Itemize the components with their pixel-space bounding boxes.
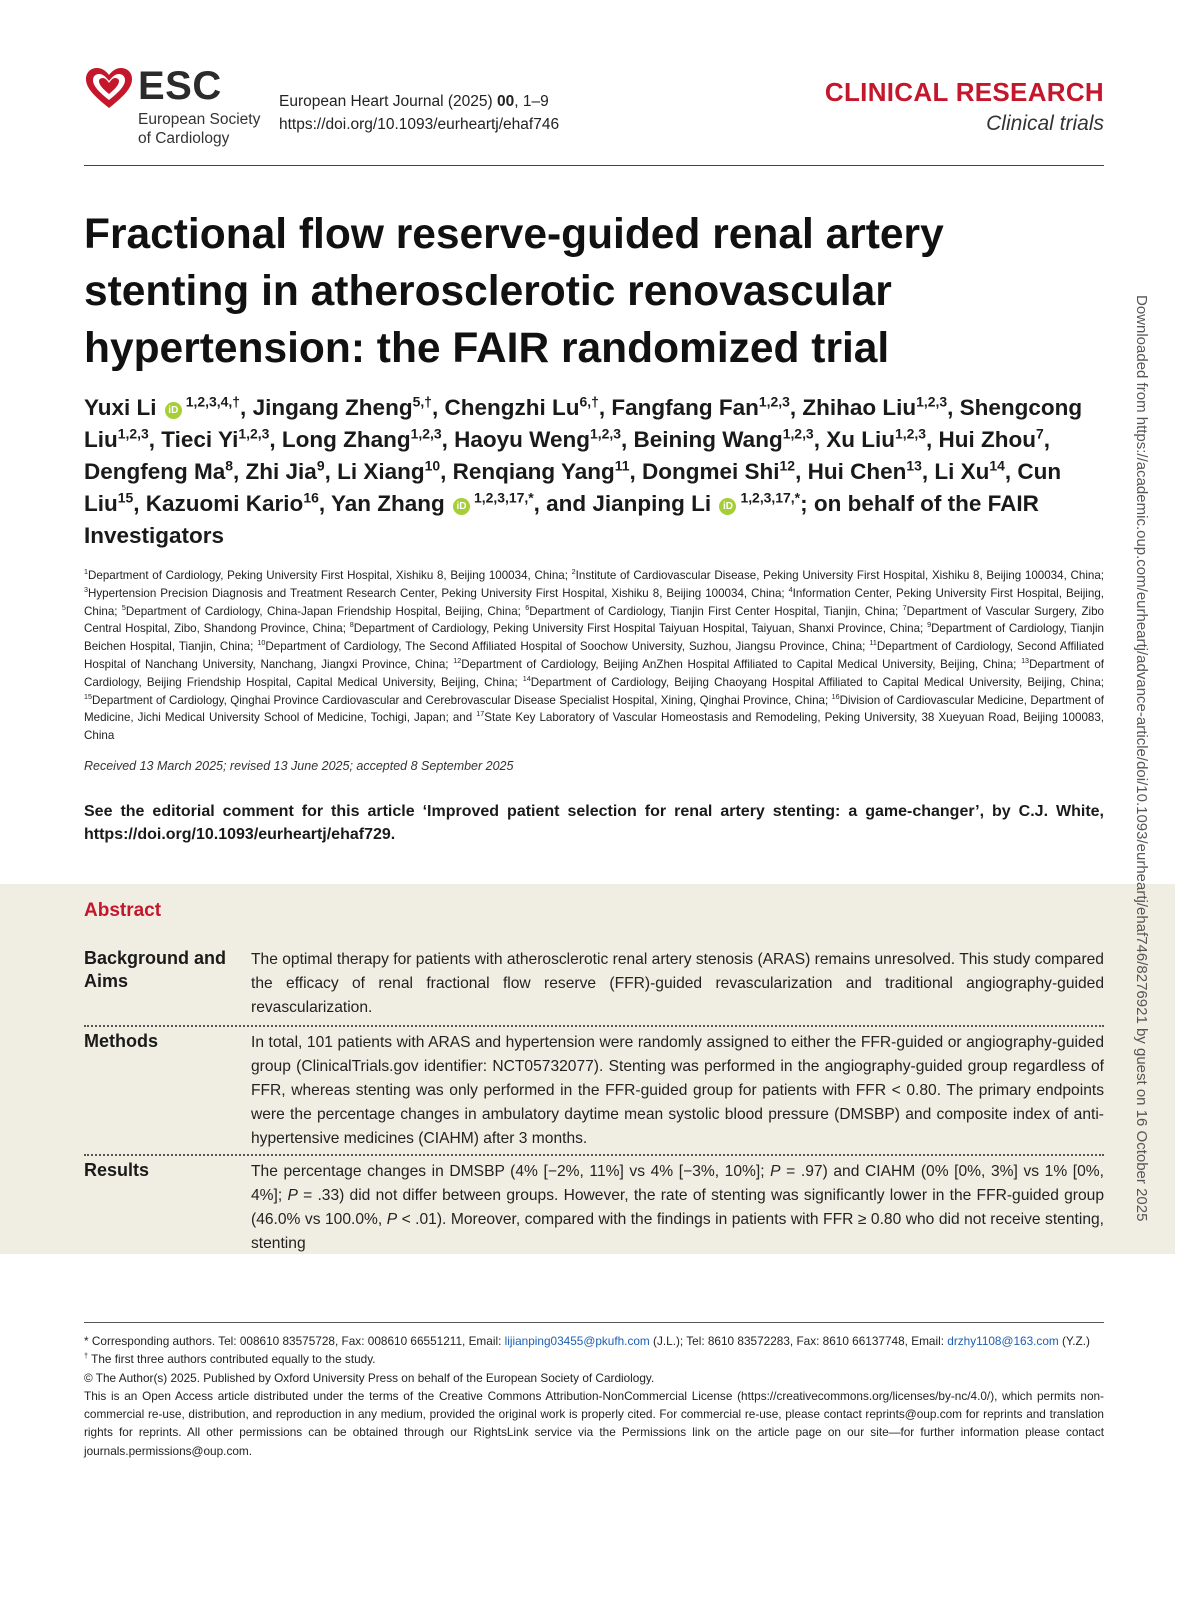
author-name: Li Xiang$^{10}$: [337, 457, 441, 484]
author-affiliation-marks: 1,2,3: [894, 425, 926, 442]
affiliation-text: Department of Cardiology, The Second Affiliated Hospital of Soochow University, Suzhou, Jiangsu Province, China;: [265, 640, 870, 654]
email-link-yz[interactable]: drzhy1108@163.com: [947, 1334, 1059, 1348]
affiliation-number: 7: [902, 602, 907, 612]
author-affiliation-marks: 1,2,3,17,*: [740, 489, 801, 506]
affiliation-text: Department of Cardiology, Tianjin Beichen Hospital, Tianjin, China;: [84, 622, 1104, 654]
affiliation-number: 6: [525, 602, 530, 612]
subcategory-label: Clinical trials: [986, 112, 1104, 135]
author-name: Jingang Zheng$^{5,\dagger}$: [252, 393, 432, 420]
footnotes: [84, 1332, 1104, 1460]
author-affiliation-marks: 11: [614, 457, 630, 474]
doi-link[interactable]: https://doi.org/10.1093/eurheartj/ehaf746: [279, 116, 560, 133]
author-affiliation-marks: 5,†: [412, 393, 432, 410]
affiliation-text: Division of Cardiovascular Medicine, Department of Medicine, Jichi Medical University School of Medicine, Tochigi, Japan; and: [84, 693, 1104, 725]
affiliation-number: 15: [84, 691, 92, 701]
author-name: Tieci Yi$^{1,2,3}$: [161, 425, 270, 452]
author-affiliation-marks: 1,2,3: [916, 393, 948, 410]
affiliation-text: Department of Cardiology, Peking University First Hospital Taiyuan Hospital, Taiyuan, Shanxi Province, China;: [353, 622, 928, 636]
author-affiliation-marks: 1,2,3: [238, 425, 270, 442]
author-affiliation-marks: 1,2,3,4,†: [185, 393, 241, 410]
author-affiliation-marks: 1,2,3: [782, 425, 814, 442]
footnote-divider: [84, 1322, 1104, 1323]
logo-wordmark: ESC: [138, 64, 222, 108]
email-link-jl[interactable]: lijianping03455@pkufh.com: [504, 1334, 650, 1348]
methods-text: In total, 101 patients with ARAS and hypertension were randomly assigned to either the FFR-guided or angiography-guided group (ClinicalTrials.gov identifier: NCT05732077). Stenting was performed in the angiography-guided group regardless of FFR, whereas stenting was only performed in the FFR-guided group for patients with FFR < 0.80. The primary endpoints were the percentage changes in ambulatory daytime mean systolic blood pressure (DMSBP) and composite index of anti-hypertensive medicines (CIAHM) after 3 months.: [251, 1034, 1104, 1147]
author-affiliation-marks: 9: [316, 457, 325, 474]
affiliation-number: 5: [121, 602, 126, 612]
affiliation-number: 8: [349, 620, 354, 630]
orcid-icon[interactable]: iD: [453, 498, 470, 515]
author-name: Dengfeng Ma$^8$: [84, 457, 234, 484]
author-name: Long Zhang$^{1,2,3}$: [281, 425, 442, 452]
abstract-heading: Abstract: [84, 900, 162, 921]
author-affiliation-marks: 8: [225, 457, 234, 474]
affiliation-text: Department of Cardiology, Beijing Chaoyang Hospital Affiliated to Capital Medical University, Beijing, China;: [530, 675, 1104, 689]
author-affiliation-marks: 1,2,3: [590, 425, 622, 442]
author-affiliation-marks: 16: [303, 489, 319, 506]
affiliation-number: 11: [869, 638, 877, 648]
authors-suffix: ; on behalf of the FAIR Investigators: [84, 491, 1039, 548]
download-stamp: [1124, 295, 1154, 1270]
affiliation-text: Institute of Cardiovascular Disease, Peking University First Hospital, Xishiku 8, Beijing 100034, China;: [575, 569, 1105, 582]
logo-subtitle: European Society of Cardiology: [138, 111, 261, 147]
esc-heart-icon: [84, 66, 134, 110]
corresponding-authors: * Corresponding authors. Tel: 008610 83575728, Fax: 008610 66551211, Email: lijianping03455@pkufh.com (J.L.); Tel: 8610 83572283, Fax: 8610 66137748, Email: drzhy1108@163.com (Y.Z.): [84, 1334, 1090, 1348]
orcid-icon[interactable]: iD: [165, 402, 182, 419]
author-list: Yuxi Li $iD^{1,2,3,4,\dagger}$, Jingang Zheng$^{5,\dagger}$, Chengzhi $Lu^{6,\dagger}$, Fangfang Fan$^{1,2,3}$, Zhihao Liu$^{1,2,3}$, Shengcong Liu$^{1,2,3}$, Tieci Yi$^{1,2,3}$, Long Zhang$^{1,2,3}$, Haoyu Weng$^{1,2,3}$, Beining Wang$^{1,2,3}$, Xu Liu$^{1,2,3}$, Hui Zhou$^7$, Dengfeng Ma$^8$, Zhi Jia$^9$, Li Xiang$^{10}$, Renqiang Yang$^{11}$, Dongmei Shi$^{12}$, Hui Chen$^{13}$, Li Xu$^{14}$, Cun Liu$^{15}$, Kazuomi Kario$^{16}$, Yan Zhang $iD^{1,2,3,17,*}$, and Jianping Li $iD^{1,2,3,17,*}$; on behalf of the FAIR Investigators: [84, 393, 1083, 548]
affiliation-text: State Key Laboratory of Vascular Homeostasis and Remodeling, Peking University, 38 Xueyuan Road, Beijing 100083, China: [84, 711, 1105, 743]
copyright-note: © The Author(s) 2025. Published by Oxford University Press on behalf of the European Society of Cardiology.: [84, 1370, 655, 1385]
author-affiliation-marks: 7: [1035, 425, 1044, 442]
author-name: Hui Chen$^{13}$: [807, 457, 922, 484]
article-category: [825, 76, 1104, 140]
author-name: Chengzhi $Lu^{6,\dagger}$: [444, 393, 599, 420]
results-label: Results: [84, 1160, 150, 1180]
affiliation-text: Department of Cardiology, Tianjin First Center Hospital, Tianjin, China;: [529, 604, 903, 618]
editorial-note: See the editorial comment for this article ‘Improved patient selection for renal artery stenting: a game-changer’, by C.J. White, https://doi.org/10.1093/eurheartj/ehaf729.: [84, 803, 1104, 843]
affiliation-number: 1: [84, 567, 88, 577]
author-name: Yuxi Li $iD^{1,2,3,4,\dagger}$: [84, 393, 241, 420]
author-name: Dongmei Shi$^{12}$: [642, 457, 796, 484]
license-note: This is an Open Access article distributed under the terms of the Creative Commons Attribution-NonCommercial License (https://creativecommons.org/licenses/by-nc/4.0/), which permits non-commercial re-use, distribution, and reproduction in any medium, provided the original work is properly cited. For commercial re-use, please contact reprints@oup.com for reprints and translation rights for reprints. All other permissions can be obtained through our RightsLink service via the Permissions link on the article page on our site—for further information please contact journals.permissions@oup.com.: [84, 1388, 1104, 1458]
author-affiliation-marks: 1,2,3: [410, 425, 442, 442]
author-name: Renqiang Yang$^{11}$: [452, 457, 630, 484]
author-name: Xu Liu$^{1,2,3}$: [826, 425, 926, 452]
affiliation-number: 3: [84, 584, 88, 594]
affiliation-text: Information Center, Peking University First Hospital, Beijing, China;: [84, 586, 1105, 618]
author-affiliation-marks: 1,2,3: [117, 425, 149, 442]
affiliation-number: 4: [788, 584, 793, 594]
results-text: The percentage changes in DMSBP (4% [−2%, 11%] vs 4% [−3%, 10%]; P = .97) and CIAHM (0% [0%, 3%] vs 1% [0%, 4%]; P = .33) did not differ between groups. However, the rate of stenting was significantly lower in the FFR-guided group (46.0% vs 100.0%, P < .01). Moreover, compared with the findings in patients with FFR ≥ 0.80 who did not receive stenting, stenting: [251, 1163, 1105, 1252]
author-name: Li Xu$^{14}$: [934, 457, 1005, 484]
affiliation-number: 13: [1021, 656, 1030, 666]
author-name: Cun Liu$^{15}$: [84, 459, 1062, 516]
author-name: Yan Zhang $iD^{1,2,3,17,*}$: [330, 489, 534, 516]
author-affiliation-marks: 1,2,3,17,*: [473, 489, 534, 506]
author-name: Zhi Jia$^9$: [245, 457, 325, 484]
affiliation-number: 14: [522, 673, 531, 683]
author-affiliation-marks: 13: [906, 457, 922, 474]
author-name: Haoyu Weng$^{1,2,3}$: [454, 425, 622, 452]
orcid-icon[interactable]: iD: [719, 498, 736, 515]
author-affiliation-marks: 15: [117, 489, 134, 506]
affiliation-number: 10: [257, 638, 266, 648]
background-label: Background and Aims: [84, 948, 227, 991]
affiliation-text: Department of Cardiology, Beijing Friendship Hospital, Capital Medical University, Beijing, China;: [84, 657, 1104, 689]
author-affiliation-marks: 10: [424, 457, 441, 474]
affiliations: [84, 567, 1104, 745]
methods-label: Methods: [84, 1031, 158, 1051]
affiliation-text: Department of Cardiology, Qinghai Province Cardiovascular and Cerebrovascular Disease Specialist Hospital, Xining, Qinghai Province, China;: [92, 693, 832, 707]
affiliation-number: 17: [476, 709, 485, 719]
download-stamp-text: Downloaded from https://academic.oup.com/eurheartj/advance-article/doi/10.1093/eurheartj/ehaf746/8276921 by guest on 16 October 2025: [1133, 295, 1150, 1222]
affiliation-text: Department of Vascular Surgery, Zibo Central Hospital, Zibo, Shandong Province, China;: [84, 604, 1105, 636]
author-name: Beining Wang$^{1,2,3}$: [633, 425, 814, 452]
background-text: The optimal therapy for patients with atherosclerotic renal artery stenosis (ARAS) remains unresolved. This study compared the efficacy of renal fractional flow reserve (FFR)-guided revascularization and traditional angiography-guided revascularization.: [251, 951, 1104, 1016]
equal-contribution-note: † The first three authors contributed equally to the study.: [84, 1351, 376, 1367]
affiliation-text: Hypertension Precision Diagnosis and Treatment Research Center, Peking University First Hospital, Xishiku 8, Beijing 100034, China;: [88, 586, 789, 600]
received-dates: Received 13 March 2025; revised 13 June 2025; accepted 8 September 2025: [84, 759, 514, 773]
affiliation-number: 9: [927, 620, 932, 630]
article-title: Fractional flow reserve-guided renal artery stenting in atherosclerotic renovascular hypertension: the FAIR randomized trial: [84, 211, 944, 372]
journal-line: European Heart Journal (2025) 00, 1–9: [279, 93, 549, 110]
author-name: Fangfang Fan$^{1,2,3}$: [611, 393, 790, 420]
author-name: Jianping Li $iD^{1,2,3,17,*}$: [592, 489, 801, 516]
author-name: Hui Zhou$^7$: [938, 425, 1044, 452]
affiliation-text: Department of Cardiology, Peking University First Hospital, Xishiku 8, Beijing 100034, China;: [88, 569, 572, 582]
author-affiliation-marks: 14: [989, 457, 1005, 474]
affiliation-text: Department of Cardiology, China-Japan Friendship Hospital, Beijing, China;: [125, 604, 526, 618]
author-affiliation-marks: 6,†: [579, 393, 599, 410]
section-divider: [84, 1154, 1104, 1156]
author-affiliation-marks: 12: [779, 457, 796, 474]
journal-citation: [279, 90, 559, 136]
section-divider: [84, 1025, 1104, 1027]
affiliation-text: Department of Cardiology, Second Affiliated Hospital of Nanchang University, Nanchang, Jiangxi Province, China;: [84, 640, 1104, 671]
affiliation-text: Department of Cardiology, Beijing AnZhen Hospital Affiliated to Capital Medical University, Beijing, China;: [461, 657, 1022, 671]
author-affiliation-marks: 1,2,3: [758, 393, 790, 410]
affiliation-number: 12: [453, 656, 462, 666]
author-name: Zhihao Liu$^{1,2,3}$: [802, 393, 948, 420]
header-divider: [84, 165, 1104, 166]
affiliation-number: 2: [571, 567, 576, 577]
esc-logo: [84, 62, 284, 152]
author-name: Kazuomi Kario$^{16}$: [145, 489, 319, 516]
category-label: CLINICAL RESEARCH: [824, 77, 1104, 107]
author-name: Shengcong Liu$^{1,2,3}$: [84, 395, 1083, 452]
affiliation-number: 16: [831, 691, 840, 701]
